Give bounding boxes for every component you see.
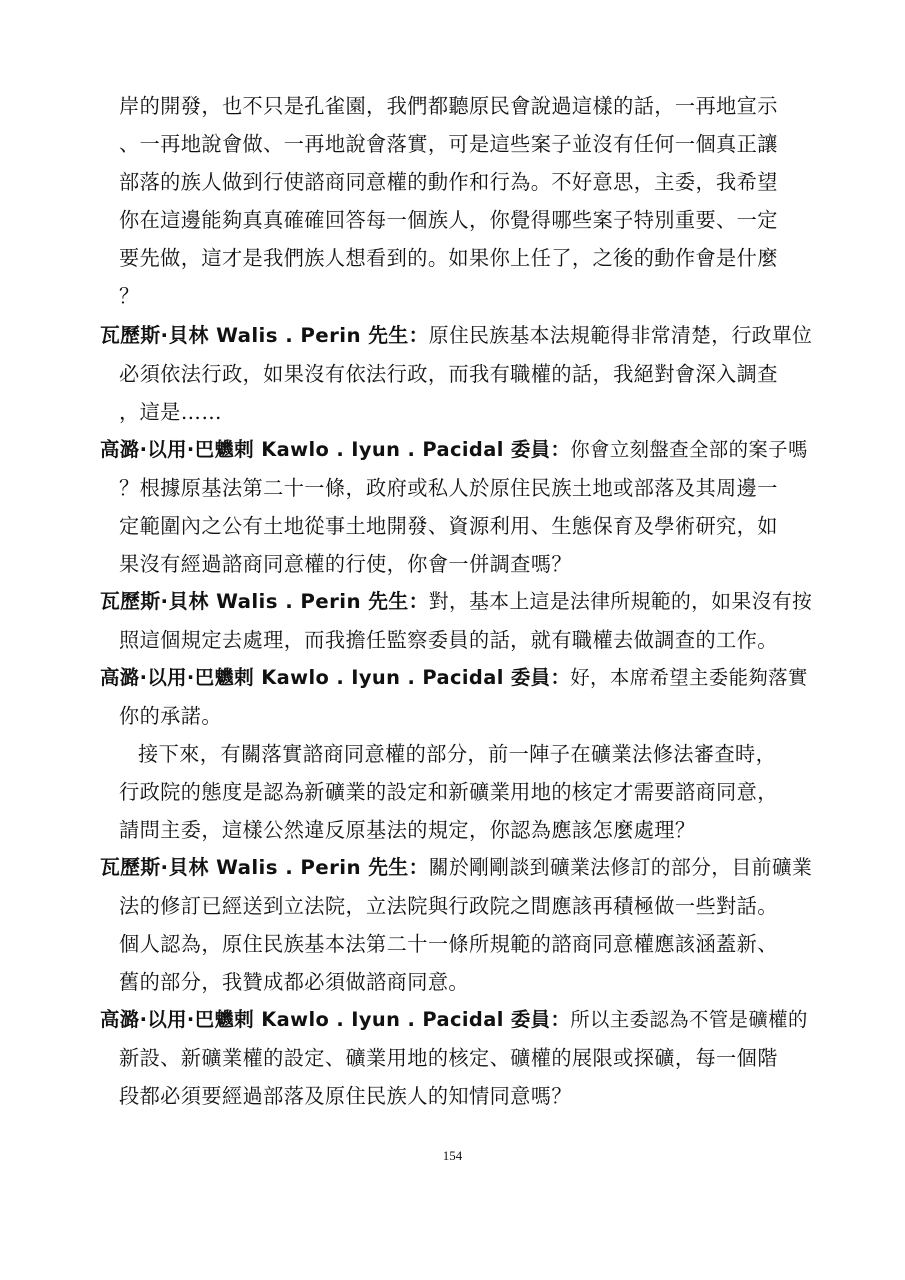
speech-block [100,431,812,583]
text-line: 你在這邊能夠真真確確回答每一個族人，你覺得哪些案子特別重要、一定 [119,208,778,232]
speech-first-line [100,1001,812,1039]
speech-block [100,583,812,659]
speaker-name: 瓦歷斯·貝林 Walis . Perin 先生： [100,590,429,613]
speaker-name: 瓦歷斯·貝林 Walis . Perin 先生： [100,324,429,347]
text-line: 你的承諾。 [119,704,222,728]
speech-first-line [100,317,812,355]
speech-first-line [100,849,812,887]
speaker-name: 高潞·以用·巴魕剌 Kawlo . Iyun . Pacidal 委員： [100,1008,571,1031]
text-line: 定範圍內之公有土地從事土地開發、資源利用、生態保育及學術研究，如 [119,514,778,538]
text-line: 照這個規定去處理，而我擔任監察委員的話，就有職權去做調查的工作。 [119,628,778,652]
text-line: 請問主委，這樣公然違反原基法的規定，你認為應該怎麼處理？ [119,818,696,842]
text-line: 接下來，有關落實諮商同意權的部分，前一陣子在礦業法修法審查時， [138,742,777,766]
text-line: 法的修訂已經送到立法院，立法院與行政院之間應該再積極做一些對話。 [119,894,778,918]
text-line: 舊的部分，我贊成都必須做諮商同意。 [119,970,469,994]
text-line: 岸的開發，也不只是孔雀園，我們都聽原民會說過這樣的話，一再地宣示 [119,94,778,118]
text-line: 新設、新礦業權的設定、礦業用地的核定、礦權的展限或探礦，每一個階 [119,1046,778,1070]
text-line: 段都必須要經過部落及原住民族人的知情同意嗎？ [119,1084,572,1108]
speech-text: 原住民族基本法規範得非常清楚，行政單位 [428,324,813,347]
text-line: ？ [119,284,140,308]
speech-block [100,317,812,431]
text-line: 果沒有經過諮商同意權的行使，你會一併調查嗎？ [119,552,572,576]
text-line: 必須依法行政，如果沒有依法行政，而我有職權的話，我絕對會深入調查 [119,362,778,386]
text-line: 部落的族人做到行使諮商同意權的動作和行為。不好意思，主委，我希望 [119,170,778,194]
speech-block [100,849,812,1001]
speech-text: 你會立刻盤查全部的案子嗎 [570,438,808,461]
page-number: 154 [442,1148,463,1163]
speech-block [100,1001,812,1115]
speaker-name: 瓦歷斯·貝林 Walis . Perin 先生： [100,856,429,879]
text-line: 、一再地說會做、一再地說會落實，可是這些案子並沒有任何一個真正讓 [119,132,778,156]
continuation-paragraph [100,87,812,315]
speech-text: 關於剛剛談到礦業法修訂的部分，目前礦業 [428,856,813,879]
text-line: ，這是…… [119,400,222,424]
body-paragraph [100,735,812,849]
text-line: 行政院的態度是認為新礦業的設定和新礦業用地的核定才需要諮商同意， [119,780,778,804]
speech-first-line [100,583,812,621]
speech-block [100,659,812,735]
text-line: ？根據原基法第二十一條，政府或私人於原住民族土地或部落及其周邊一 [119,476,778,500]
speech-text: 對，基本上這是法律所規範的，如果沒有按 [428,590,813,613]
speech-text: 所以主委認為不管是礦權的 [570,1008,808,1031]
speech-first-line [100,431,812,469]
speech-text: 好，本席希望主委能夠落實 [570,666,808,689]
text-line: 個人認為，原住民族基本法第二十一條所規範的諮商同意權應該涵蓋新、 [119,932,778,956]
speaker-name: 高潞·以用·巴魕剌 Kawlo . Iyun . Pacidal 委員： [100,438,571,461]
speaker-name: 高潞·以用·巴魕剌 Kawlo . Iyun . Pacidal 委員： [100,666,571,689]
speech-first-line [100,659,812,697]
text-line: 要先做，這才是我們族人想看到的。如果你上任了，之後的動作會是什麼 [119,246,778,270]
